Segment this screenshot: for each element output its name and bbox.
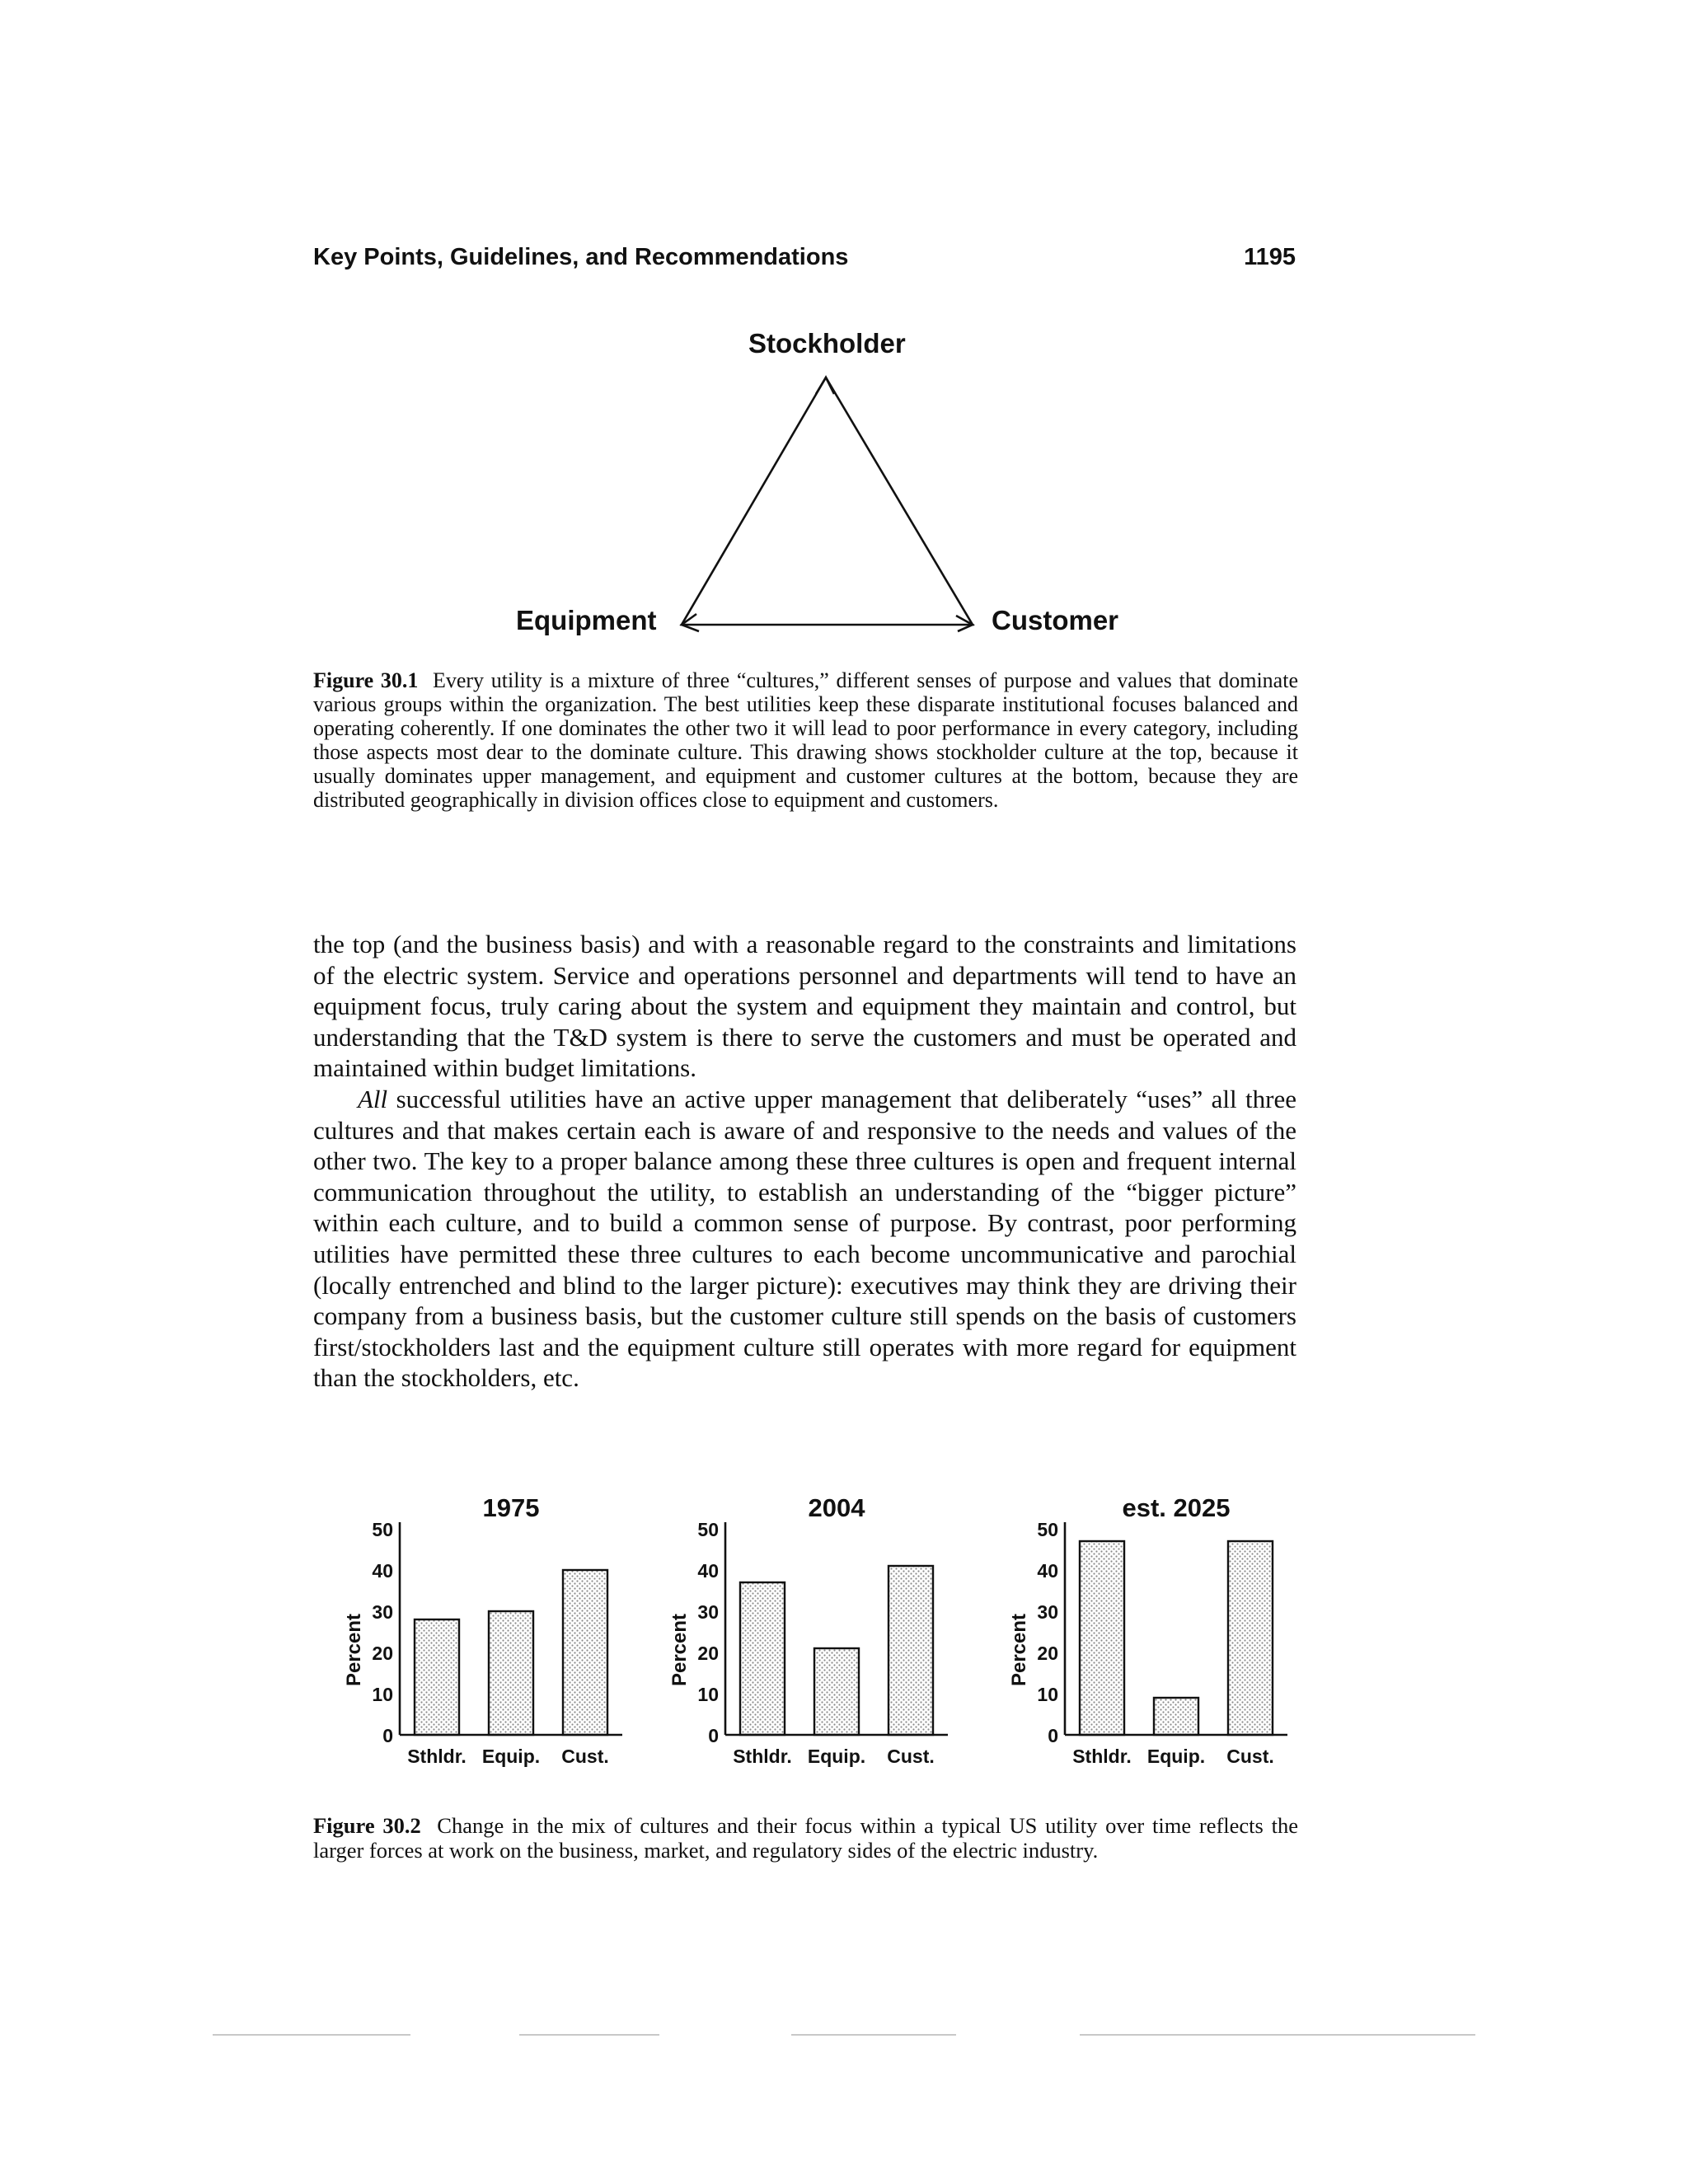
- y-tick-label: 40: [697, 1560, 719, 1582]
- scan-artifact-line: [1080, 2034, 1475, 2036]
- chart-title-2004: 2004: [808, 1493, 865, 1522]
- y-axis-label: Percent: [343, 1613, 365, 1687]
- y-tick-label: 0: [708, 1725, 719, 1746]
- figure-30-2-caption: [313, 1813, 1298, 1863]
- paragraph-2-italic: All: [358, 1084, 388, 1113]
- page-number: 1195: [1244, 244, 1296, 270]
- y-tick-label: 50: [697, 1519, 719, 1540]
- x-category-label: Cust.: [561, 1746, 609, 1767]
- x-category-label: Cust.: [887, 1746, 935, 1767]
- left-arrowhead: [682, 614, 699, 631]
- bar-equip-1975: [489, 1611, 533, 1735]
- figure-30-2-caption-text: Change in the mix of cultures and their focus within a typical US utility over time reflects the larger forces at work on the business, market, and regulatory sides of the electric industry.: [313, 1813, 1299, 1863]
- bar-equip-2004: [814, 1648, 859, 1735]
- bar-sthldr-est-2025: [1080, 1541, 1124, 1735]
- bar-sthldr-2004: [740, 1582, 785, 1735]
- right-arrowhead: [956, 616, 973, 631]
- y-tick-label: 50: [372, 1519, 393, 1540]
- y-axis-label: Percent: [1008, 1613, 1030, 1687]
- y-tick-label: 10: [697, 1684, 719, 1705]
- scan-artifact-line: [213, 2034, 410, 2036]
- label-stockholder: Stockholder: [748, 328, 906, 359]
- scan-artifact-line: [519, 2034, 659, 2036]
- label-equipment: Equipment: [516, 605, 657, 635]
- y-tick-label: 40: [372, 1560, 393, 1582]
- culture-mix-charts: [297, 1483, 1335, 1788]
- y-tick-label: 30: [1037, 1601, 1058, 1623]
- chart-title-est-2025: est. 2025: [1122, 1493, 1231, 1522]
- bar-cust-2004: [889, 1566, 933, 1735]
- x-category-label: Equip.: [807, 1746, 866, 1767]
- y-axis-label: Percent: [668, 1613, 691, 1687]
- paragraph-2: [313, 1084, 1296, 1394]
- y-tick-label: 0: [382, 1725, 393, 1746]
- bar-equip-est-2025: [1154, 1698, 1198, 1735]
- y-tick-label: 10: [1037, 1684, 1058, 1705]
- paragraph-1: the top (and the business basis) and with a reasonable regard to the constraints and limitations of the electric system. Service and operations personnel and departments will tend to have an equipment focus, truly caring about the system and equipment they maintain and control, but understanding that the T&D system is there to serve the customers and must be operated and maintained within budget limitations.: [313, 930, 1296, 1083]
- running-head: Key Points, Guidelines, and Recommendations: [313, 244, 849, 270]
- culture-triangle: [682, 377, 973, 625]
- y-tick-label: 30: [697, 1601, 719, 1623]
- y-tick-label: 20: [697, 1643, 719, 1664]
- scan-artifact-line: [791, 2034, 956, 2036]
- y-tick-label: 10: [372, 1684, 393, 1705]
- y-tick-label: 20: [372, 1643, 393, 1664]
- chart-title-1975: 1975: [482, 1493, 540, 1522]
- label-customer: Customer: [992, 605, 1119, 635]
- x-category-label: Sthldr.: [407, 1746, 467, 1767]
- y-tick-label: 50: [1037, 1519, 1058, 1540]
- body-text: [313, 929, 1296, 1394]
- x-category-label: Cust.: [1226, 1746, 1274, 1767]
- x-category-label: Equip.: [481, 1746, 541, 1767]
- figure-30-1-caption-text: Every utility is a mixture of three “cultures,” different senses of purpose and values that dominate various groups within the organization. The best utilities keep these disparate institutional focuses balanced and operating coherently. If one dominates the other two it will lead to poor performance in every category, including those aspects most dear to the dominate culture. This drawing shows stockholder culture at the top, because it usually dominates upper management, and equipment and customer cultures at the bottom, because they are distributed geographically in division offices close to equipment and customers.: [313, 668, 1298, 812]
- bar-cust-est-2025: [1228, 1541, 1273, 1735]
- y-tick-label: 20: [1037, 1643, 1058, 1664]
- paragraph-2-text: successful utilities have an active upper management that deliberately “uses” all three cultures and that makes certain each is aware of and responsive to the needs and values of the other two. The key to a proper balance among these three cultures is open and frequent internal communication throughout the utility, to establish an understanding of the “bigger picture” within each culture, and to build a common sense of purpose. By contrast, poor performing utilities have permitted these three cultures to each become uncommunicative and parochial (locally entrenched and blind to the larger picture): executives may think they are driving their company from a business basis, but the customer culture still spends on the basis of customers first/stockholders last and the equipment culture still operates with more regard for equipment than the stockholders, etc.: [313, 1084, 1296, 1393]
- figure-30-2-label: Figure 30.2: [313, 1813, 421, 1838]
- y-tick-label: 0: [1048, 1725, 1058, 1746]
- y-tick-label: 40: [1037, 1560, 1058, 1582]
- bar-cust-1975: [563, 1570, 607, 1735]
- y-tick-label: 30: [372, 1601, 393, 1623]
- figure-30-1-caption: [313, 668, 1298, 812]
- bar-sthldr-1975: [415, 1619, 459, 1735]
- figure-30-1-label: Figure 30.1: [313, 668, 419, 692]
- x-category-label: Sthldr.: [1072, 1746, 1132, 1767]
- x-category-label: Sthldr.: [733, 1746, 792, 1767]
- x-category-label: Equip.: [1146, 1746, 1206, 1767]
